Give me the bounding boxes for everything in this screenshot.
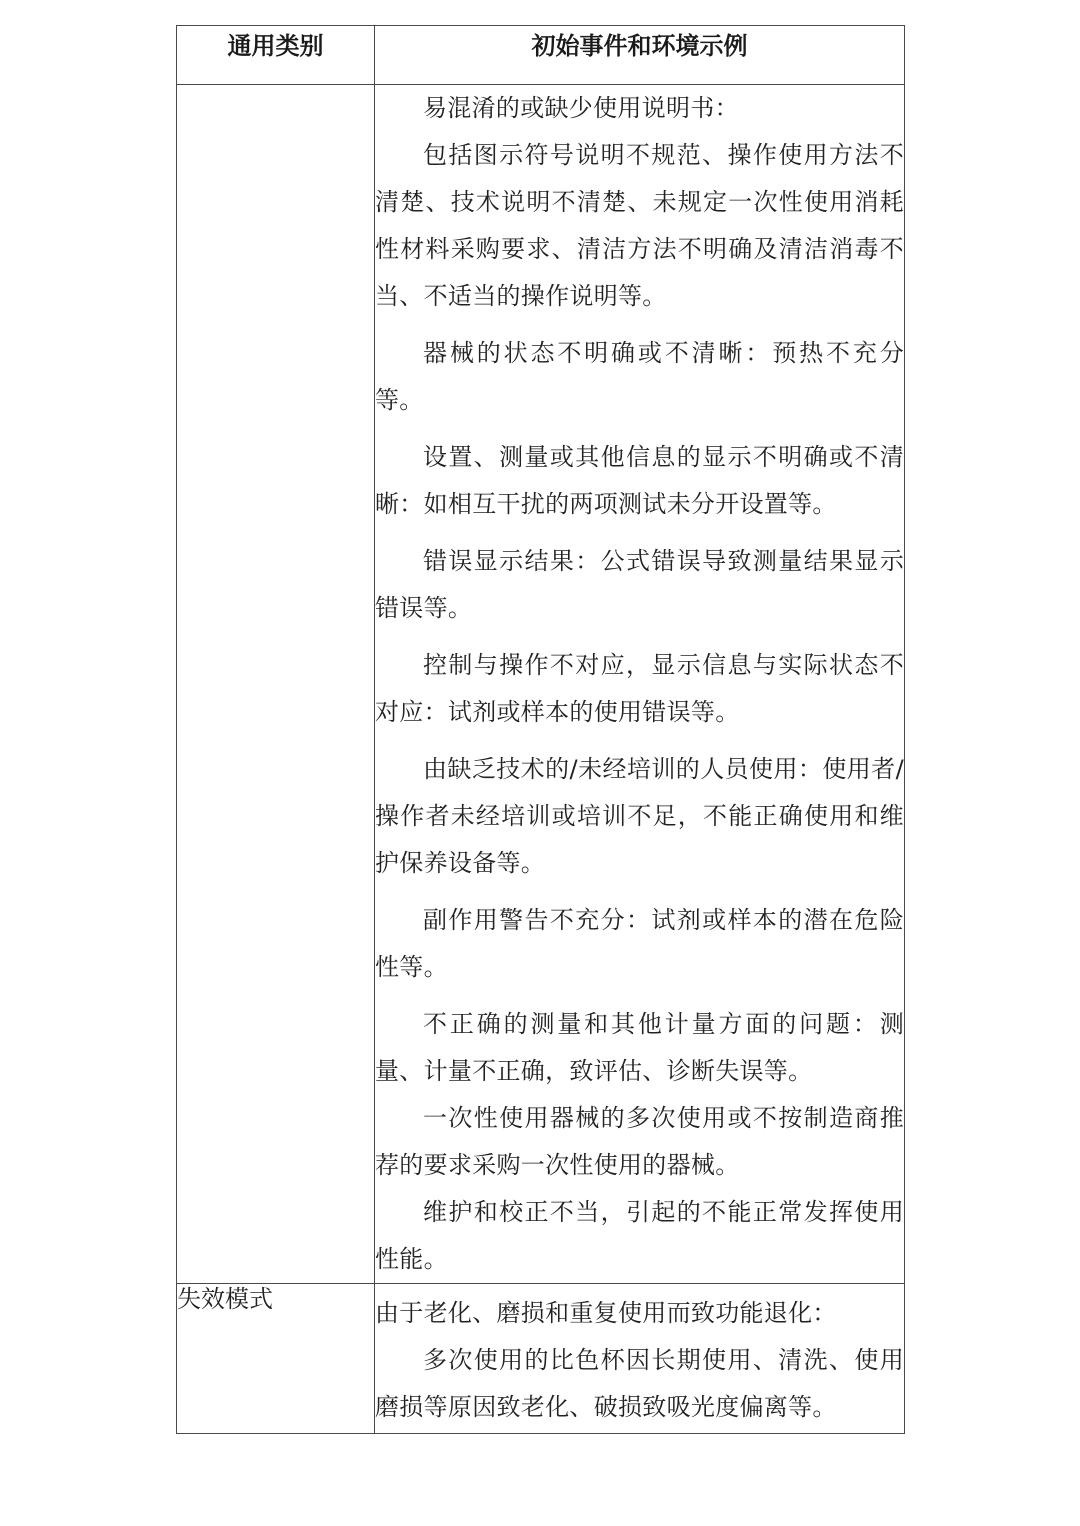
- paragraph-item: 器械的状态不明确或不清晰：预热不充分等。: [375, 339, 904, 414]
- paragraph-item: 多次使用的比色杯因长期使用、清洗、使用磨损等原因致老化、破损致吸光度偏离等。: [375, 1346, 904, 1421]
- paragraph-item: 副作用警告不充分：试剂或样本的潜在危险性等。: [375, 906, 904, 981]
- examples-cell: [375, 1284, 905, 1434]
- paragraph-item: 由缺乏技术的/未经培训的人员使用：使用者/操作者未经培训或培训不足，不能正确使用和维护保养设备等。: [375, 755, 904, 877]
- document-table: [176, 25, 905, 1434]
- table-row: [177, 1284, 905, 1434]
- header-general-category: 通用类别: [177, 26, 375, 85]
- paragraph-item: 控制与操作不对应，显示信息与实际状态不对应：试剂或样本的使用错误等。: [375, 651, 904, 726]
- paragraph-item: 不正确的测量和其他计量方面的问题：测量、计量不正确，致评估、诊断失误等。: [375, 1010, 904, 1085]
- paragraph-item: 设置、测量或其他信息的显示不明确或不清晰：如相互干扰的两项测试未分开设置等。: [375, 443, 904, 518]
- category-cell: 失效模式: [177, 1284, 375, 1434]
- examples-cell: [375, 85, 905, 1284]
- paragraph-item: 一次性使用器械的多次使用或不按制造商推荐的要求采购一次性使用的器械。: [375, 1104, 904, 1179]
- category-cell: [177, 85, 375, 1284]
- paragraph-item: 由于老化、磨损和重复使用而致功能退化：: [375, 1299, 837, 1327]
- paragraph-item: 维护和校正不当，引起的不能正常发挥使用性能。: [375, 1198, 904, 1273]
- paragraph-item: 包括图示符号说明不规范、操作使用方法不清楚、技术说明不清楚、未规定一次性使用消耗性材料采购要求、清洁方法不明确及清洁消毒不当、不适当的操作说明等。: [375, 141, 904, 310]
- table-row: [177, 85, 905, 1284]
- paragraph-item: 易混淆的或缺少使用说明书：: [423, 94, 739, 122]
- table-header-row: [177, 26, 905, 85]
- paragraph-item: 错误显示结果：公式错误导致测量结果显示错误等。: [375, 547, 904, 622]
- header-initial-events: 初始事件和环境示例: [375, 26, 905, 85]
